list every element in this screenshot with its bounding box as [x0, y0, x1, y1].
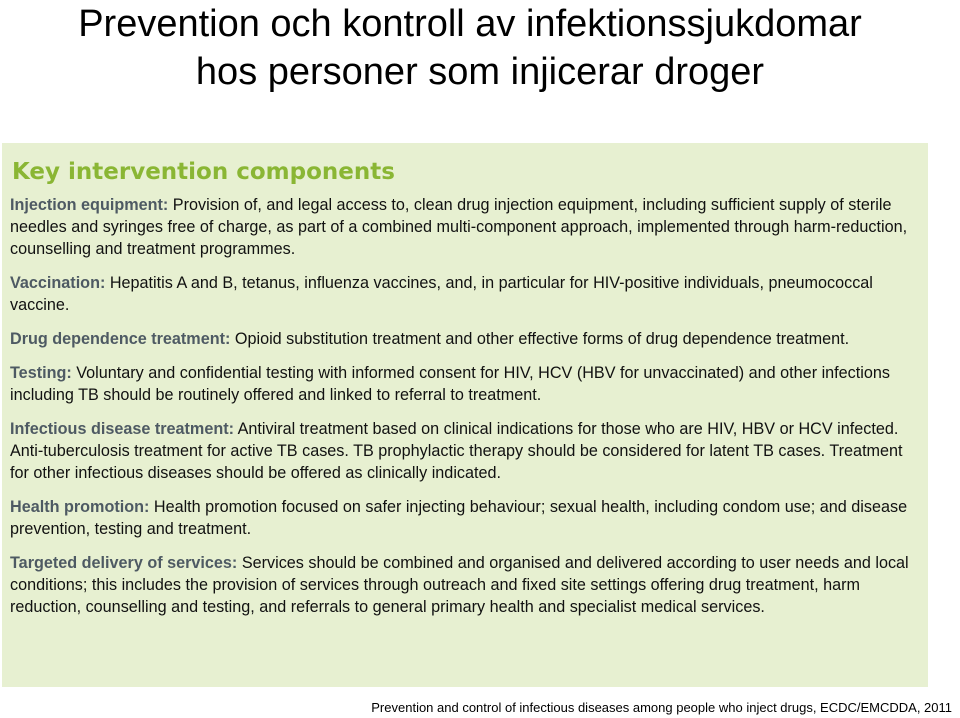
item-health-promotion: [10, 496, 922, 540]
item-text: Antiviral treatment based on clinical indications for those who are HIV, HBV or HCV infected. Anti-tuberculosis treatment for active TB cases. TB prophylactic therapy should be considered for latent TB cases. Treatment for other infectious diseases should be offered as clinically indicated.: [10, 420, 903, 482]
slide-title: [0, 0, 960, 96]
source-caption: Prevention and control of infectious diseases among people who inject drugs, ECDC/EMCDDA, 2011: [371, 700, 952, 715]
item-term: Vaccination:: [10, 274, 106, 292]
item-term: Targeted delivery of services:: [10, 554, 238, 572]
item-term: Health promotion:: [10, 498, 150, 516]
item-text: Voluntary and confidential testing with informed consent for HIV, HCV (HBV for unvaccinated) and other infections including TB should be routinely offered and linked to referral to treatment.: [10, 364, 890, 404]
slide-title-line-2: hos personer som injicerar droger: [195, 51, 765, 93]
item-drug-dependence-treatment: [10, 328, 922, 350]
item-text: Provision of, and legal access to, clean drug injection equipment, including sufficient supply of sterile needles and syringes free of charge, as part of a combined multi-component approach, implemented through harm-reduction, counselling and treatment programmes.: [10, 196, 908, 258]
item-testing: [10, 362, 922, 406]
item-vaccination: [10, 272, 922, 316]
item-text: Hepatitis A and B, tetanus, influenza vaccines, and, in particular for HIV-positive individuals, pneumococcal vaccine.: [10, 274, 873, 314]
item-text: Health promotion focused on safer injecting behaviour; sexual health, including condom use; and disease prevention, testing and treatment.: [10, 498, 908, 538]
item-term: Injection equipment:: [10, 196, 169, 214]
item-infectious-disease-treatment: [10, 418, 922, 484]
item-term: Drug dependence treatment:: [10, 330, 231, 348]
item-text: Services should be combined and organised and delivered according to user needs and local conditions; this includes the provision of services through outreach and fixed site settings offering drug treatment, harm reduction, counselling and testing, and referrals to general primary health and specialist medical services.: [10, 554, 909, 616]
slide-title-line-1: Prevention och kontroll av infektionssjukdomar: [78, 3, 862, 45]
item-term: Infectious disease treatment:: [10, 420, 234, 438]
panel-heading: Key intervention components: [12, 159, 395, 185]
item-injection-equipment: [10, 194, 922, 260]
item-targeted-delivery: [10, 552, 922, 618]
key-intervention-panel: [2, 143, 928, 687]
item-text: Opioid substitution treatment and other effective forms of drug dependence treatment.: [234, 330, 850, 348]
item-term: Testing:: [10, 364, 72, 382]
